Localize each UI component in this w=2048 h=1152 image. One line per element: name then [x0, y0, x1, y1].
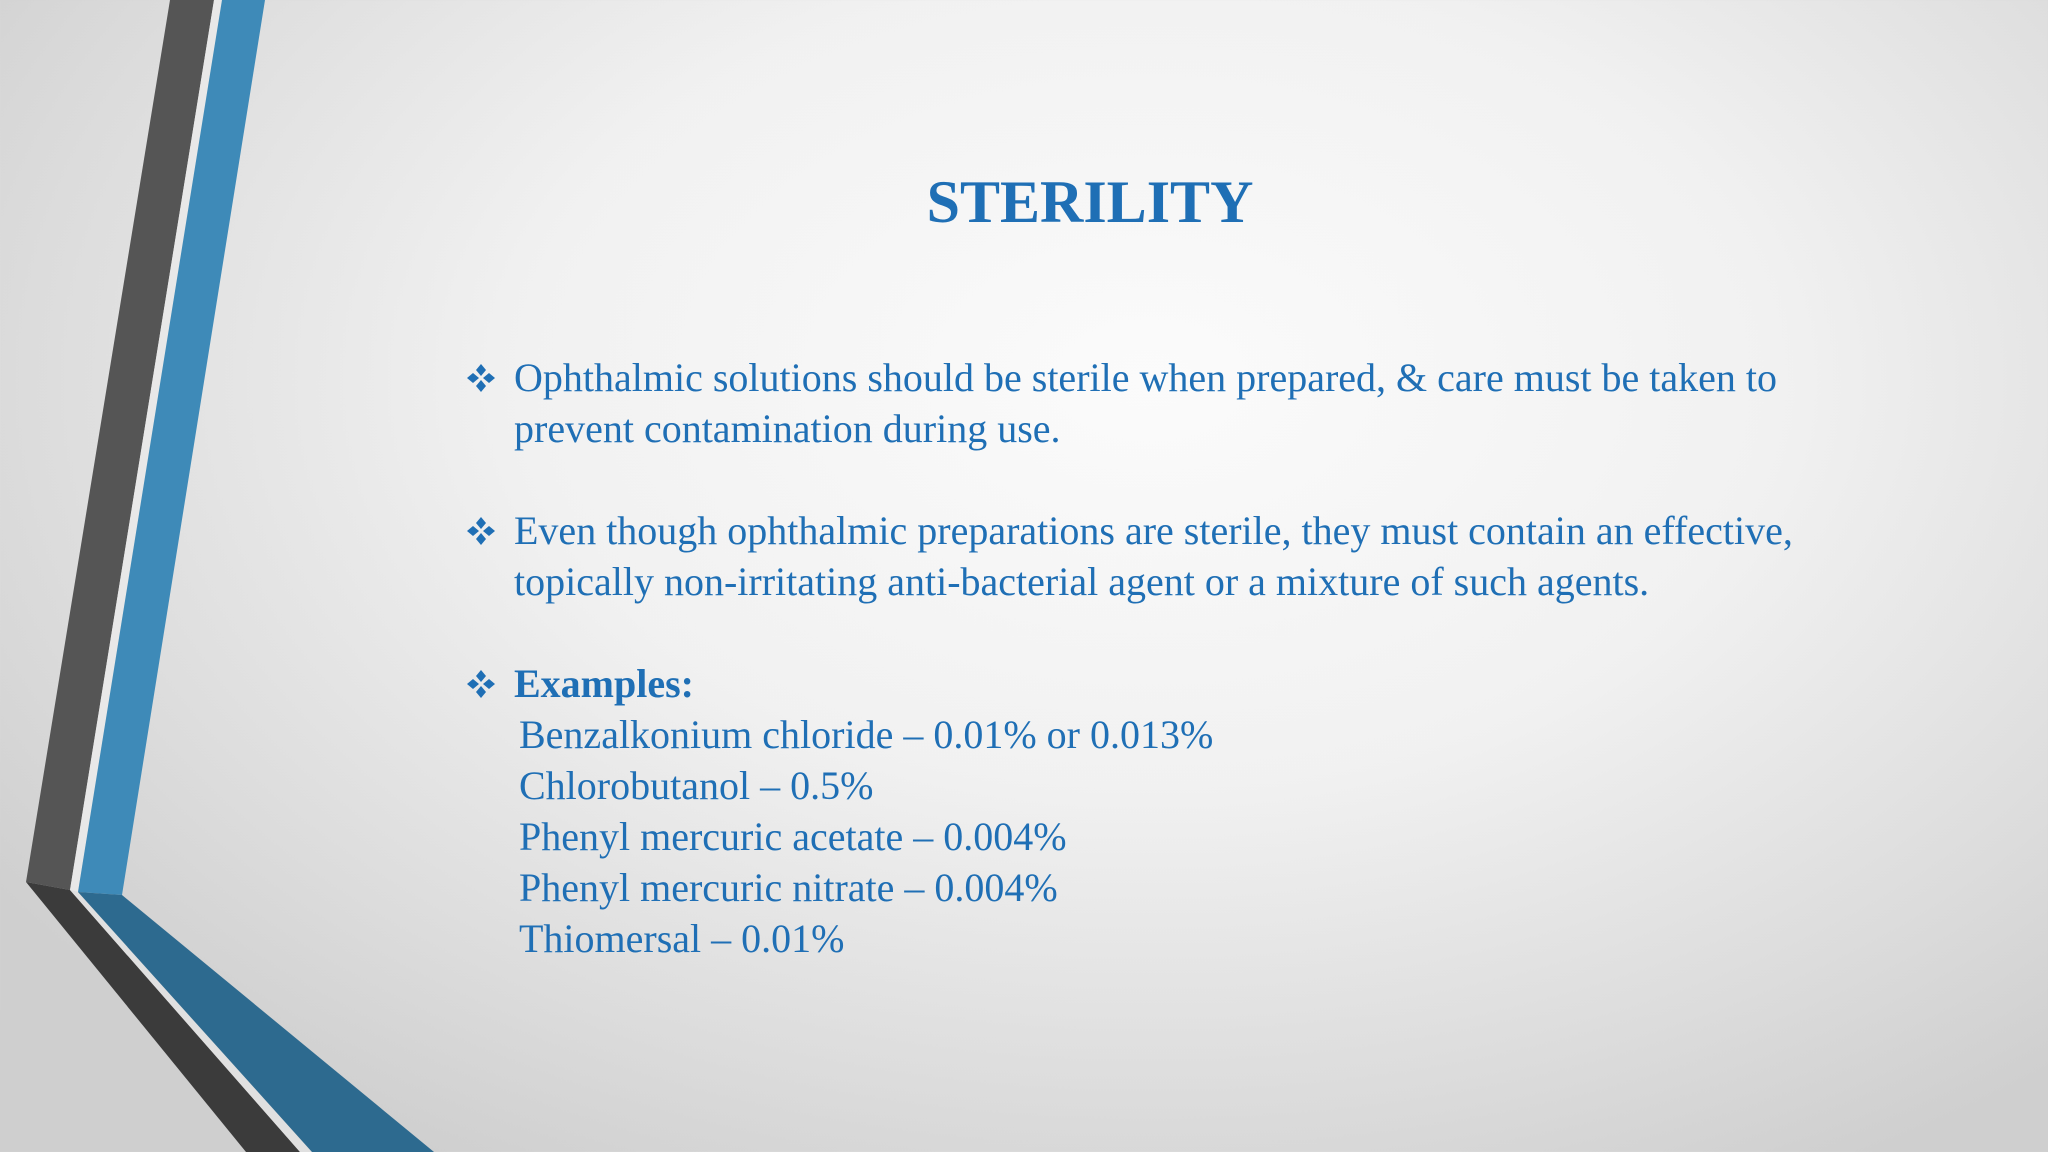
- bullet-text: Even though ophthalmic preparations are sterile, they must contain an effective, topically non-irritating anti-bacterial agent or a mixture of such agents.: [514, 508, 1793, 604]
- example-item: Benzalkonium chloride – 0.01% or 0.013%: [519, 712, 1214, 757]
- bullet-item: [466, 352, 1866, 454]
- example-item: Phenyl mercuric nitrate – 0.004%: [519, 865, 1058, 910]
- slide-content: [466, 352, 1866, 964]
- slide-title: STERILITY: [926, 169, 1254, 235]
- bullet-item: [466, 505, 1866, 607]
- light-stripe-vertical: [70, 0, 222, 892]
- diamond-bullet-icon: [466, 669, 496, 699]
- bullet-item-examples: [466, 658, 1866, 709]
- diamond-bullet-icon: [466, 363, 496, 393]
- example-item: Chlorobutanol – 0.5%: [519, 763, 874, 808]
- diamond-bullet-icon: [466, 516, 496, 546]
- bullet-text: Ophthalmic solutions should be sterile when prepared, & care must be taken to prevent contamination during use.: [514, 355, 1778, 451]
- example-item: Phenyl mercuric acetate – 0.004%: [519, 814, 1067, 859]
- examples-heading: Examples:: [514, 661, 694, 706]
- examples-list: [466, 709, 1866, 964]
- example-item: Thiomersal – 0.01%: [519, 916, 845, 961]
- light-stripe-diagonal: [70, 890, 312, 1152]
